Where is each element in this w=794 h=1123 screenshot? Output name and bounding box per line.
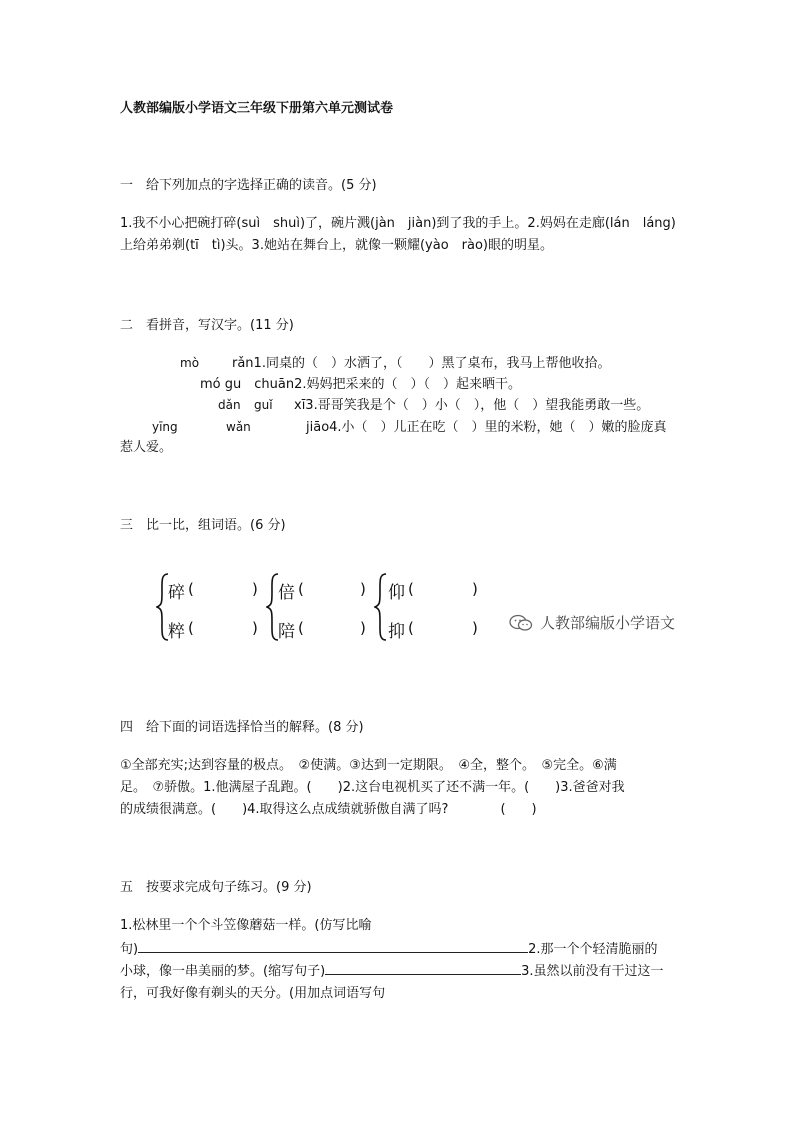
section-2-line-4: jiāo4.小（ ）儿正在吃（ ）里的米粉，她（ ）嫩的脸庞真 bbox=[306, 420, 667, 435]
pair-bottom-char: 粹 bbox=[168, 622, 185, 642]
section-5-line-1: 1.松林里一个个斗笠像蘑菇一样。(仿写比喻 bbox=[120, 918, 372, 933]
pinyin-wan: wǎn bbox=[226, 420, 251, 434]
section-3-heading: 三 比一比，组词语。(6 分) bbox=[120, 518, 286, 533]
section-1-line-1: 1.我不小心把碗打碎(suì shuì)了，碗片溅(jàn jiàn)到了我的手上。2.妈妈在走廊(lán láng) bbox=[120, 216, 676, 231]
page-title: 人教部编版小学语文三年级下册第六单元测试卷 bbox=[120, 101, 394, 116]
paren-close: ) bbox=[252, 619, 258, 637]
section-2-line-1: rǎn1.同桌的（ ）水洒了，（ ）黑了桌布，我马上帮他收拾。 bbox=[232, 356, 611, 371]
section-2-line-2: mó gu chuān2.妈妈把采来的（ ）（ ）起来晒干。 bbox=[200, 377, 521, 392]
sentence-prefix: 小球，像一串美丽的梦。(缩写句子) bbox=[120, 964, 326, 979]
paren-open: ( bbox=[188, 619, 194, 637]
paren-close: ) bbox=[252, 580, 258, 598]
watermark bbox=[508, 612, 675, 633]
section-4-line-1: ①全部充实;达到容量的极点。 ②使满。③达到一定期限。 ④全，整个。 ⑤完全。⑥满 bbox=[120, 758, 617, 773]
pinyin-gui: guǐ bbox=[254, 398, 273, 412]
paren-open: ( bbox=[188, 580, 194, 598]
paren-open: ( bbox=[408, 619, 414, 637]
pair-bottom-char: 抑 bbox=[388, 622, 405, 642]
pinyin-mo: mò bbox=[180, 356, 200, 370]
paren-close: ) bbox=[360, 580, 366, 598]
answer-blank-1[interactable] bbox=[138, 938, 528, 953]
paren-open: ( bbox=[408, 580, 414, 598]
left-brace-icon bbox=[374, 572, 388, 642]
paren-close: ) bbox=[472, 619, 478, 637]
section-5-line-3 bbox=[120, 960, 664, 982]
sentence-prefix: 句) bbox=[120, 942, 139, 957]
paren-open: ( bbox=[298, 580, 304, 598]
wechat-icon bbox=[508, 613, 534, 633]
pair-top-char: 仰 bbox=[388, 583, 405, 603]
answer-blank-2[interactable] bbox=[325, 960, 521, 975]
pair-bottom-char: 陪 bbox=[278, 622, 295, 642]
section-1-heading: 一 给下列加点的字选择正确的读音。(5 分) bbox=[120, 178, 377, 193]
section-2-line-5: 惹人爱。 bbox=[120, 440, 173, 455]
sentence-suffix: 2.那一个个轻清脆丽的 bbox=[528, 942, 658, 957]
paren-close: ) bbox=[360, 619, 366, 637]
paren-open: ( bbox=[298, 619, 304, 637]
section-1-line-2: 上给弟弟剃(tī tì)头。3.她站在舞台上，就像一颗耀(yào rào)眼的明星。 bbox=[120, 238, 553, 253]
pinyin-ying: yīng bbox=[152, 420, 178, 434]
section-5-heading: 五 按要求完成句子练习。(9 分) bbox=[120, 880, 312, 895]
section-2-heading: 二 看拼音，写汉字。(11 分) bbox=[120, 318, 294, 333]
section-5-line-4: 行，可我好像有剃头的天分。(用加点词语写句 bbox=[120, 986, 386, 1001]
sentence-suffix: 3.虽然以前没有干过这一 bbox=[521, 964, 664, 979]
section-4-line-3: 的成绩很满意。( )4.取得这么点成绩就骄傲自满了吗? ( ) bbox=[120, 802, 537, 817]
section-4-line-2: 足。 ⑦骄傲。1.他满屋子乱跑。( )2.这台电视机买了还不满一年。( )3.爸爸对我 bbox=[120, 780, 625, 795]
section-5-line-2 bbox=[120, 938, 657, 960]
pinyin-dan: dǎn bbox=[218, 398, 241, 412]
pair-top-char: 倍 bbox=[278, 583, 295, 603]
pair-top-char: 碎 bbox=[168, 583, 185, 603]
paren-close: ) bbox=[472, 580, 478, 598]
watermark-text: 人教部编版小学语文 bbox=[540, 614, 676, 632]
section-2-line-3: xī3.哥哥笑我是个（ ）小（ ），他（ ）望我能勇敢一些。 bbox=[294, 398, 650, 413]
section-4-heading: 四 给下面的词语选择恰当的解释。(8 分) bbox=[120, 720, 364, 735]
